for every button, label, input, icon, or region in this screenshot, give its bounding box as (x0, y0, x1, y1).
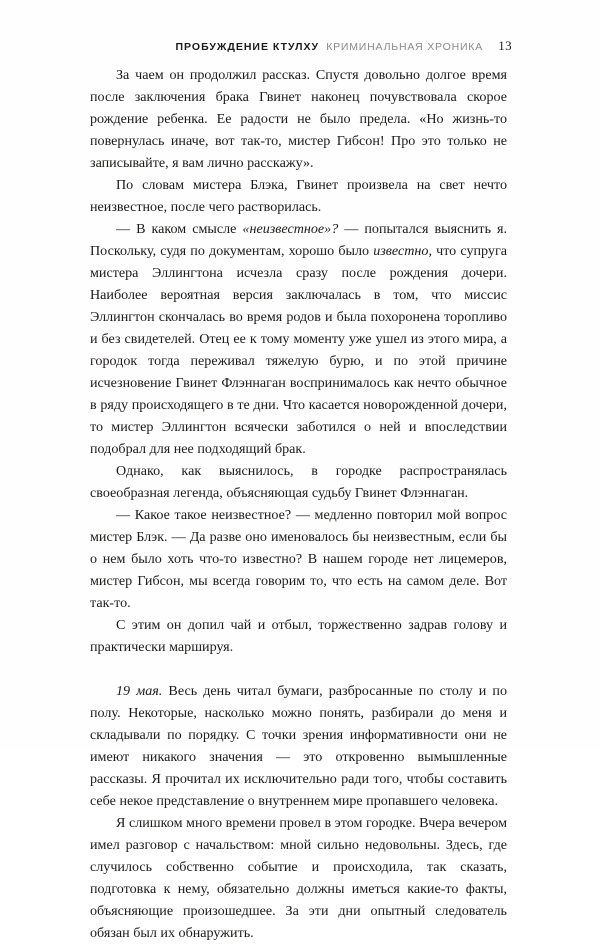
diary-entry (90, 680, 507, 812)
body-text (90, 64, 507, 944)
paragraph: Я слишком много времени провел в этом городке. Вчера вечером имел разговор с начальством: мной сильно недовольны. Здесь, где случилось собственно событие и происходила, так сказать, подготовка к нему, обязательно должны иметься какие-то факты, объясняющие произошедшее. За эти дни опытный следователь обязан был их обнаружить. (90, 815, 507, 941)
section-title: КРИМИНАЛЬНАЯ ХРОНИКА (326, 41, 484, 53)
book-title: ПРОБУЖДЕНИЕ КТУЛХУ (175, 41, 320, 53)
paragraph (90, 218, 507, 460)
paragraph: Однако, как выяснилось, в городке распространялась своеобразная легенда, объясняющая судьбу Гвинет Флэннаган. (90, 463, 507, 501)
emphasis-text: «неизвестное»? (242, 221, 339, 237)
paragraph: С этим он допил чай и отбыл, торжественно задрав голову и практически маршируя. (90, 617, 507, 655)
entry-date: 19 мая. (116, 683, 163, 699)
paragraph: За чаем он продолжил рассказ. Спустя довольно долгое время после заключения брака Гвинет наконец почувствовала скорое рождение ребенка. Ее радости не было предела. «Но жизнь-то повернулась иначе, вот так-то, мистер Гибсон! Про это только не записывайте, я вам лично расскажу». (90, 67, 507, 171)
running-header (175, 38, 512, 54)
dialogue-text: — В каком смысле (116, 221, 243, 237)
paragraph: — Какое такое неизвестное? — медленно повторил мой вопрос мистер Блэк. — Да разве оно именовалось бы неизвестным, если бы о нем было хоть что-то известно? В нашем городе нет лицемеров, мистер Гибсон, мы всегда говорим то, что есть на самом деле. Вот так-то. (90, 507, 507, 611)
emphasis-text: известно, (373, 243, 432, 259)
paragraph: По словам мистера Блэка, Гвинет произвела на свет нечто неизвестное, после чего растворилась. (90, 177, 507, 215)
entry-text: Весь день читал бумаги, разбросанные по столу и по полу. Некоторые, насколько можно понять, разбирали до меня и складывали по порядку. С точки зрения информативности они не имеют никакого значения — это откровенно вымышленные рассказы. Я прочитал их исключительно ради того, чтобы составить себе некое представление о внутреннем мире пропавшего человека. (90, 683, 508, 809)
page-number: 13 (498, 38, 512, 53)
dialogue-text: — попытался выяснить я. Поскольку, судя по документам, хорошо было (90, 221, 508, 259)
paragraph-text: что супруга мистера Эллингтона исчезла сразу после рождения дочери. Наиболее вероятная версия заключалась в том, что миссис Эллингтон скончалась во время родов и была похоронена торопливо и без свидетелей. Отец ее к тому моменту уже ушел из этого мира, а городок тогда переживал тяжелую бурю, и по этой причине исчезновение Гвинет Флэннаган воспринималось как нечто обычное в ряду происходящего в те дни. Что касается новорожденной дочери, то мистер Эллингтон всячески заботился о ней и впоследствии подобрал для нее подходящий брак. (90, 243, 507, 457)
